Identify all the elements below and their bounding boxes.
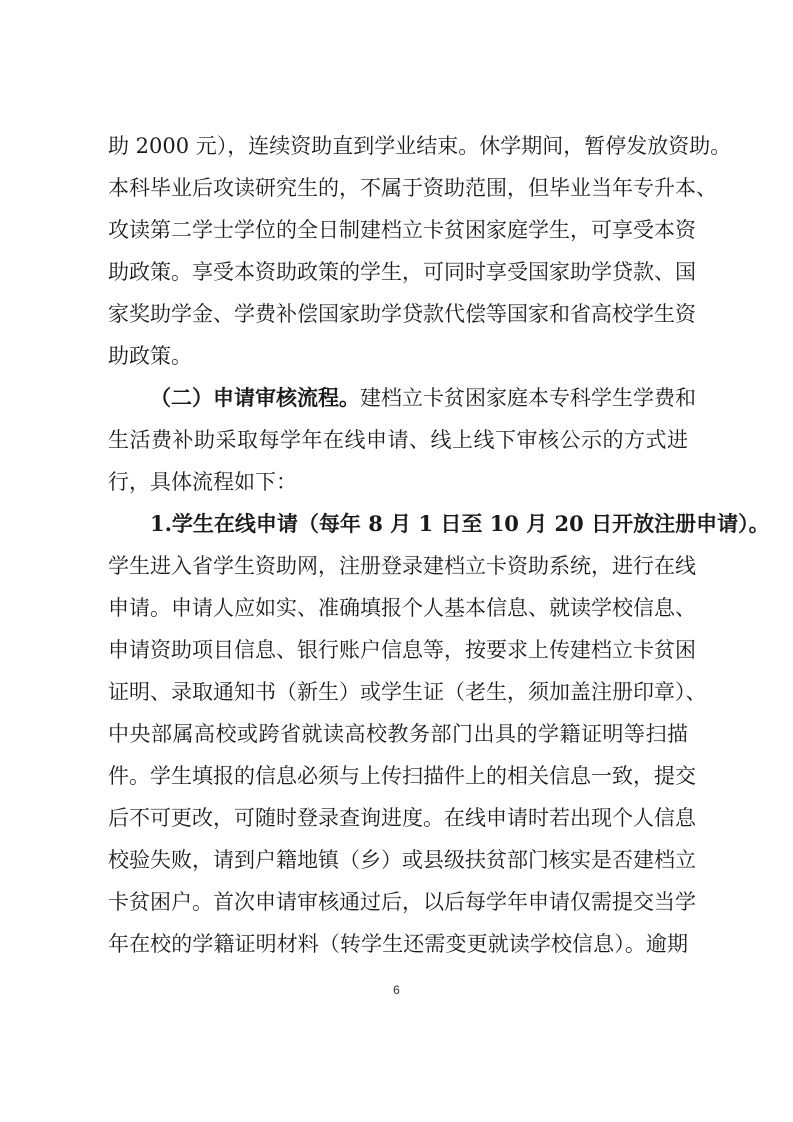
text-line: 行，具体流程如下： bbox=[108, 470, 297, 494]
text-line: 申请资助项目信息、银行账户信息等，按要求上传建档立卡贫困 bbox=[108, 638, 696, 662]
text-line: 生活费补助采取每学年在线申请、线上线下审核公示的方式进 bbox=[108, 428, 688, 452]
text-line: 助政策。享受本资助政策的学生，可同时享受国家助学贷款、国 bbox=[108, 260, 696, 284]
text-line: 校验失败，请到户籍地镇（乡）或县级扶贫部门核实是否建档立 bbox=[108, 848, 696, 872]
text-line: 卡贫困户。首次申请审核通过后，以后每学年申请仅需提交当学 bbox=[108, 890, 696, 914]
section-heading: （二）申请审核流程。 bbox=[150, 385, 360, 410]
text-line: 家奖助学金、学费补偿国家助学贷款代偿等国家和省高校学生资 bbox=[108, 302, 696, 326]
text-line: 攻读第二学士学位的全日制建档立卡贫困家庭学生，可享受本资 bbox=[108, 218, 696, 242]
text-line: 助政策。 bbox=[108, 344, 192, 368]
text-span: 建档立卡贫困家庭本专科学生学费和 bbox=[360, 386, 696, 410]
page-number: 6 bbox=[393, 983, 400, 997]
text-line: 中央部属高校或跨省就读高校教务部门出具的学籍证明等扫描 bbox=[108, 722, 688, 746]
text-line: 件。学生填报的信息必须与上传扫描件上的相关信息一致，提交 bbox=[108, 764, 696, 788]
text-line: 年在校的学籍证明材料（转学生还需变更就读学校信息）。逾期 bbox=[108, 932, 688, 956]
text-line: 学生进入省学生资助网，注册登录建档立卡资助系统，进行在线 bbox=[108, 554, 696, 578]
section-heading-line bbox=[150, 378, 696, 418]
step-heading: 1.学生在线申请（每年 8 月 1 日至 10 月 20 日开放注册申请）。 bbox=[150, 511, 770, 536]
text-line: 后不可更改，可随时登录查询进度。在线申请时若出现个人信息 bbox=[108, 806, 696, 830]
text-line: 申请。申请人应如实、准确填报个人基本信息、就读学校信息、 bbox=[108, 596, 696, 620]
text-line: 助 2000 元），连续资助直到学业结束。休学期间，暂停发放资助。 bbox=[108, 134, 732, 158]
text-line: 证明、录取通知书（新生）或学生证（老生，须加盖注册印章）、 bbox=[108, 680, 707, 704]
text-line: 本科毕业后攻读研究生的，不属于资助范围，但毕业当年专升本、 bbox=[108, 176, 717, 200]
